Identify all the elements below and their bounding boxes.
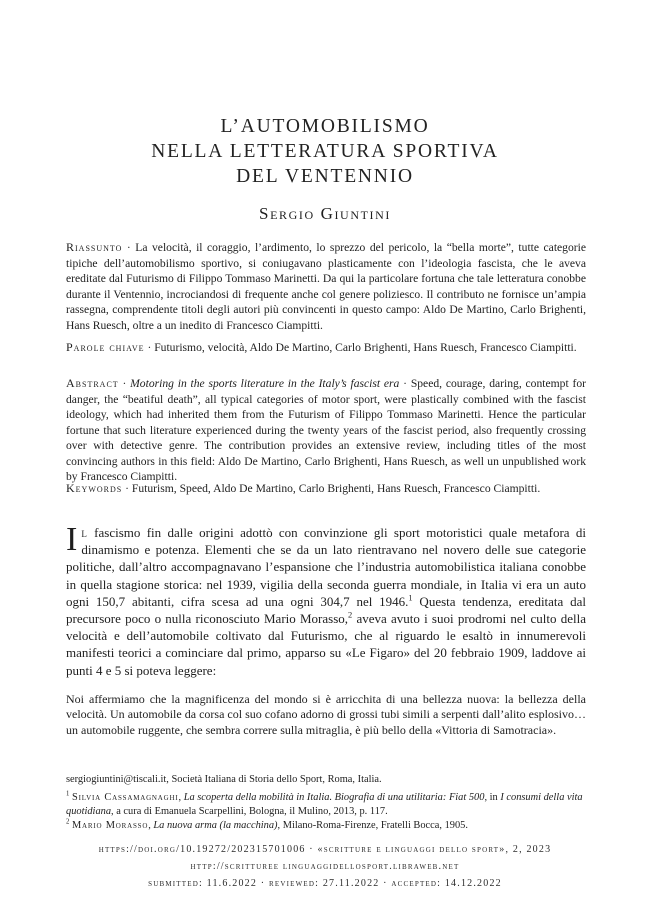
body-text-b: Questa tendenza, ereditata dal precursore poco o nulla riconosciuto Mario Morasso, <box>66 593 587 627</box>
parole-chiave-label: Parole chiave <box>66 340 145 354</box>
title-line-2: NELLA LETTERATURA SPORTIVA <box>151 141 499 162</box>
contact-note <box>66 773 586 787</box>
separator-dot: · <box>403 377 411 390</box>
separator-dot: · <box>125 482 132 495</box>
riassunto-label: Riassunto <box>66 240 123 254</box>
footnote-2-end: , Milano-Roma-Firenze, Fratelli Bocca, 1905. <box>277 820 468 831</box>
body-text-c: aveva avuto i suoi prodromi nel culto della velocità e dell’automobile coltivato dal Futurismo, che al riguardo le esaltò in innumerevoli manifesti teorici a cominciare dal primo, apparso su «Le Figaro» del 20 febbraio 1909, laddove ai punti 4 e 5 si poteva leggere: <box>66 611 586 678</box>
parole-chiave-text: Futurismo, velocità, Aldo De Martino, Carlo Brighenti, Hans Ruesch, Francesco Ciampitti. <box>154 341 577 354</box>
footnotes <box>66 773 586 833</box>
contact-text: sergiogiuntini@tiscali.it, Società Italiana di Storia dello Sport, Roma, Italia. <box>66 774 382 785</box>
separator-dot: · <box>126 241 136 254</box>
footnote-2-number: 2 <box>66 818 70 826</box>
footnote-ref-2[interactable]: 2 <box>348 609 353 620</box>
footnote-ref-1[interactable]: 1 <box>408 592 413 603</box>
footnote-1-author: Silvia Cassamagnaghi <box>71 792 179 803</box>
author-name <box>0 204 650 224</box>
footer-url[interactable]: http://scritturee linguaggidellosport.libraweb.net <box>190 861 460 872</box>
riassunto-text: La velocità, il coraggio, l’ardimento, lo sprezzo del pericolo, la “bella morte”, tutte categorie tipiche dell’automobilismo sportivo, si coniugavano plasticamente con l’ideologia fascista, che le aveva ereditate dal Futurismo di Filippo Tommaso Marinetti. Da qui la particolare fortuna che tale letteratura conobbe durante il Ventennio, incrociandosi di frequente anche col genere poliziesco. Il contributo ne fornisce un’ampia rassegna, comprendente titoli degli autori più convincenti in questo campo: Aldo De Martino, Carlo Brighenti, Hans Ruesch, oltre a un inedito di Francesco Ciampitti. <box>66 241 587 332</box>
parole-chiave-block <box>66 340 586 356</box>
drop-cap: I <box>66 521 78 558</box>
footer-dates: submitted: 11.6.2022 · reviewed: 27.11.2022 · accepted: 14.12.2022 <box>148 878 502 889</box>
keywords-label: Keywords <box>66 481 123 495</box>
block-quote: Noi affermiamo che la magnificenza del mondo si è arricchita di una bellezza nuova: la bellezza della velocità. Un automobile da corsa col suo cofano adorno di grossi tubi simili a serpenti dall’alito esplosivo… un automobile ruggente, che sembra correre sulla mitraglia, è più bello della «Vittoria di Samotracia». <box>66 692 586 737</box>
body-text-a: fascismo fin dalle origini adottò con convinzione gli sport motoristici quale metafora di dinamismo e potenza. Elementi che se da un lato rientravano nel novero delle sue categorie politiche, dall’altro accompagnavano l’espansione che l’industria automobilistica italiana conobbe in quella stagione storica: nel 1939, vigilia della seconda guerra mondiale, in Italia vi era un auto ogni 150,7 abitanti, cifra scesa ad una ogni 304,7 nel 1946. <box>66 525 587 609</box>
body-paragraph <box>66 521 587 679</box>
footnote-2-author: Mario Morasso <box>71 820 149 831</box>
footnote-1-sep: , <box>178 792 184 803</box>
footnote-2-sep: , <box>148 820 154 831</box>
keywords-block <box>66 481 586 497</box>
footnote-1 <box>66 791 586 819</box>
keywords-text: Futurism, Speed, Aldo De Martino, Carlo Brighenti, Hans Ruesch, Francesco Ciampitti. <box>131 482 541 495</box>
abstract-text: Speed, courage, daring, contempt for danger, the “beatiful death”, all typical categories of motor sport, were plastically combined with the fascist ideology, which had inherited them from the Futurism of Filippo Tommaso Marinetti. Hence the particular fortune that such literature experienced during the twenty years of the fascist period, also frequently crossing over with detective genre. The contribution provides an extensive review, including titles of the most convincing authors in this field: Aldo De Martino, Carlo Brighenti, Hans Ruesch, as well un unpublished work by Francesco Ciampitti. <box>66 377 586 483</box>
footnote-1-end: , a cura di Emanuela Scarpellini, Bologna, il Mulino, 2013, p. 117. <box>111 806 388 817</box>
abstract-title: Motoring in the sports literature in the Italy’s fascist era <box>130 377 400 390</box>
separator-dot: · <box>122 377 131 390</box>
footnote-1-title: La scoperta della mobilità in Italia. Biografia di una utilitaria: Fiat 500 <box>183 792 485 803</box>
footnote-1-book: I consumi della vita quotidiana <box>66 792 583 817</box>
riassunto-block <box>66 240 586 333</box>
separator-dot: · <box>147 341 155 354</box>
footnote-2-title: La nuova arma (la macchina) <box>153 820 278 831</box>
title-line-3: DEL VENTENNIO <box>236 166 414 187</box>
footer-doi[interactable]: https://doi.org/10.19272/202315701006 · «scritture e linguaggi dello sport», 2, 2023 <box>98 844 552 855</box>
footnote-1-mid: , in <box>484 792 501 803</box>
lead-letter: l <box>81 525 88 540</box>
abstract-block <box>66 376 586 485</box>
abstract-label: Abstract <box>66 376 119 390</box>
title-line-1: L’AUTOMOBILISMO <box>220 116 430 137</box>
footnote-1-number: 1 <box>66 790 70 798</box>
author-name-text: Sergio Giuntini <box>259 204 391 223</box>
footnote-2 <box>66 819 586 833</box>
